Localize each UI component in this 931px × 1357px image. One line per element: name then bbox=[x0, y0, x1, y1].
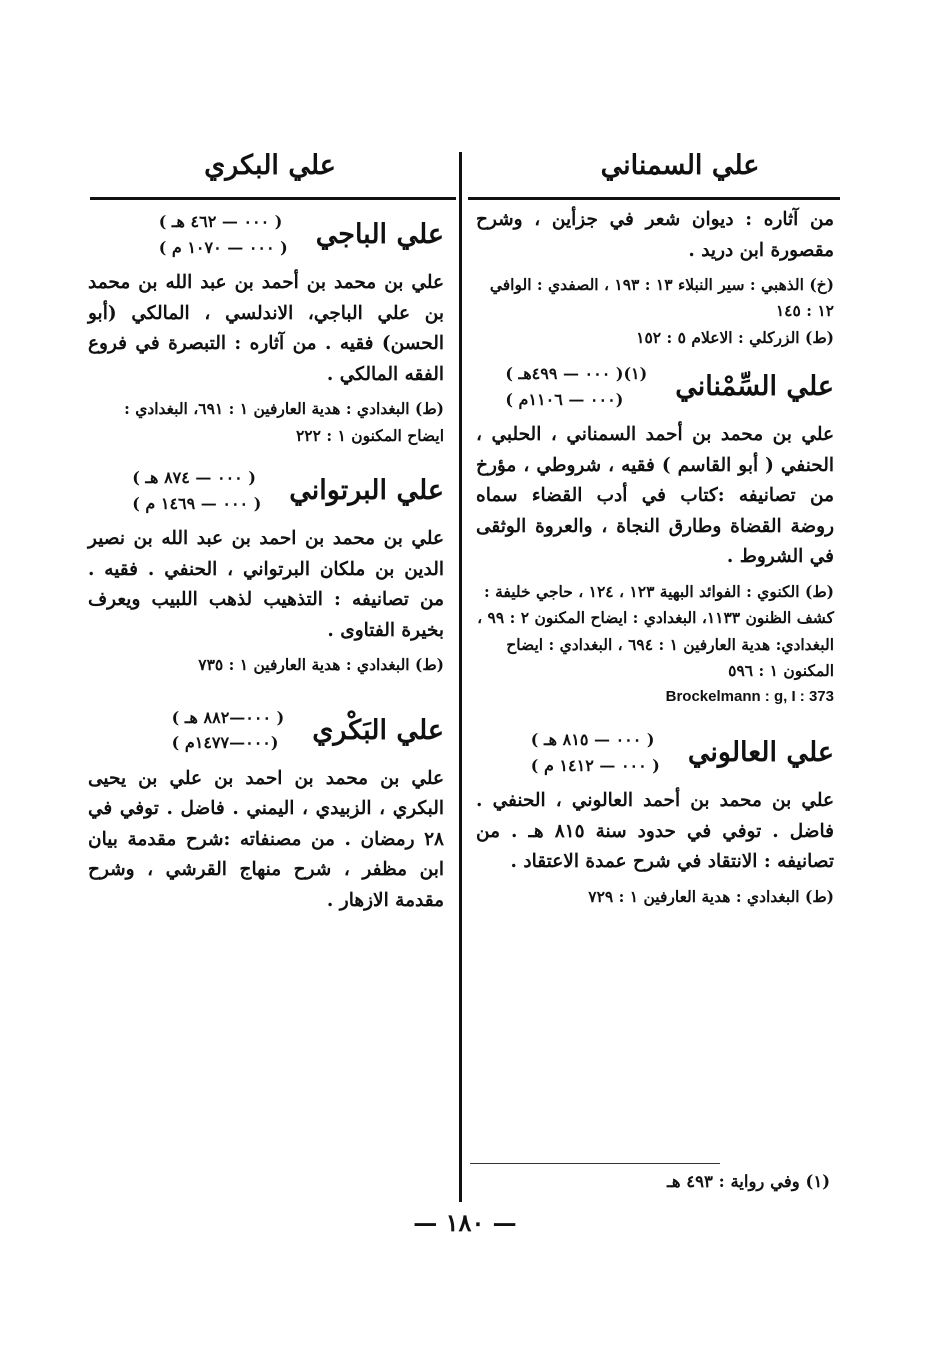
left-column bbox=[88, 205, 444, 922]
entry-references: (ط) البغدادي : هدية العارفين ١ : ٧٢٩ bbox=[588, 886, 834, 906]
date-hijri: ( ٠٠٠—٨٨٢ هـ ) bbox=[171, 707, 285, 727]
entry-references: (ط) البغدادي : هدية العارفين ١ : ٧٣٥ bbox=[198, 655, 444, 675]
entry-heading bbox=[88, 209, 444, 260]
date-hijri: ( ٠٠٠ — ٤٩٩هـ )(١) bbox=[505, 364, 648, 384]
entry-body: من آثاره : ديوان شعر في جزأين ، وشرح مقصورة ابن دريد . bbox=[476, 209, 834, 261]
right-column bbox=[476, 205, 834, 916]
date-gregorian: ( ٠٠٠ — ١٠٧٠ م ) bbox=[158, 237, 288, 257]
entry-heading bbox=[88, 465, 444, 516]
latin-reference: Brockelmann : g, I : 373 bbox=[665, 688, 834, 706]
entry-body: علي بن محمد بن احمد بن عبد الله بن نصير الدين بن ملكان البرتواني ، الحنفي . فقيه . من تصانيفه : التذهيب لذهب اللبيب ويعرف بخيرة الفتاوى . bbox=[88, 528, 444, 641]
entry-references: (ط) الكنوي : الفوائد البهية ١٢٣ ، ١٢٤ ، حاجي خليفة : كشف الظنون ١١٣٣، البغدادي : ايضاح المكنون ٢ : ٩٩ ، البغدادي: هدية العارفين ١ : ٦٩٤ ، البغدادي : ايضاح المكنون ١ : ٥٩٦ bbox=[477, 581, 834, 680]
page-header-left: علي البكري bbox=[204, 150, 336, 181]
footnote: (١) وفي رواية : ٤٩٣ هـ bbox=[666, 1172, 830, 1191]
date-hijri: ( ٠٠٠ — ٨٧٤ هـ ) bbox=[132, 467, 256, 487]
entry-body: علي بن محمد بن احمد بن علي بن يحيى البكري ، الزبيدي ، اليمني . فاضل . توفي في ٢٨ رمضان . من مصنفاته :شرح مقدمة بيان ابن مظفر ، شرح منهاج القرشي ، وشرح مقدمة الازهار . bbox=[88, 767, 444, 911]
entry-name: علي البرتواني bbox=[289, 475, 444, 507]
entry-body: علي بن محمد بن أحمد العالوني ، الحنفي . فاضل . توفي في حدود سنة ٨١٥ هـ . من تصانيفه : الانتقاد في شرح عمدة الاعتقاد . bbox=[476, 790, 834, 873]
entry-dates bbox=[531, 727, 660, 778]
date-gregorian: ( ٠٠٠ — ١٤٦٩ م ) bbox=[132, 493, 262, 513]
entry-body: علي بن محمد بن أحمد السمناني ، الحلبي ، الحنفي ( أبو القاسم ) فقيه ، شروطي ، مؤرخ من تصانيفه :كتاب في أدب القضاء سماه روضة القضاة وطارق النجاة ، والعروة الوثقى في الشروط . bbox=[476, 424, 834, 568]
footnote-rule bbox=[470, 1163, 720, 1164]
entry-dates bbox=[132, 465, 261, 516]
entry-heading bbox=[88, 705, 444, 756]
date-hijri: ( ٠٠٠ — ٨١٥ هـ ) bbox=[530, 730, 655, 750]
entry-name: علي الباجي bbox=[315, 219, 444, 251]
page-number: — ١٨٠ — bbox=[413, 1208, 517, 1237]
entry-name: علي السِّمْناني bbox=[675, 371, 834, 403]
date-gregorian: ( ٠٠٠—١٤٧٧م) bbox=[171, 733, 279, 753]
page-header-right: علي السمناني bbox=[600, 150, 760, 181]
entry-heading bbox=[476, 727, 834, 778]
entry-references: (ط) البغدادي : هدية العارفين ١ : ٦٩١، البغدادي : ايضاح المكنون ١ : ٢٢٢ bbox=[124, 399, 444, 445]
date-hijri: ( ٠٠٠ — ٤٦٢ هـ ) bbox=[158, 212, 283, 231]
entry-name: علي البَكْري bbox=[312, 714, 444, 746]
header-rule-left bbox=[90, 197, 456, 200]
entry-dates bbox=[159, 209, 288, 260]
entry-heading bbox=[476, 361, 834, 412]
entry-name: علي العالوني bbox=[687, 737, 834, 769]
entry-body: علي بن محمد بن أحمد بن عبد الله بن محمد بن علي الباجي، الاندلسي ، المالكي (أبو الحسن) فقيه . من آثاره : التبصرة في فروع الفقه المالكي . bbox=[88, 272, 444, 385]
date-gregorian: ( ٠٠٠ — ١١٠٦م) bbox=[505, 389, 624, 409]
entry-dates bbox=[505, 361, 647, 412]
date-gregorian: ( ٠٠٠ — ١٤١٢ م ) bbox=[530, 755, 660, 775]
column-divider bbox=[459, 152, 462, 1202]
header-rule-right bbox=[468, 197, 840, 200]
entry-dates bbox=[172, 705, 285, 756]
entry-references: (خ) الذهبي : سير النبلاء ١٣ : ١٩٣ ، الصفدي : الوافي ١٢ : ١٤٥ (ط) الزركلي : الاعلام ٥ : ١٥٢ bbox=[489, 275, 834, 347]
